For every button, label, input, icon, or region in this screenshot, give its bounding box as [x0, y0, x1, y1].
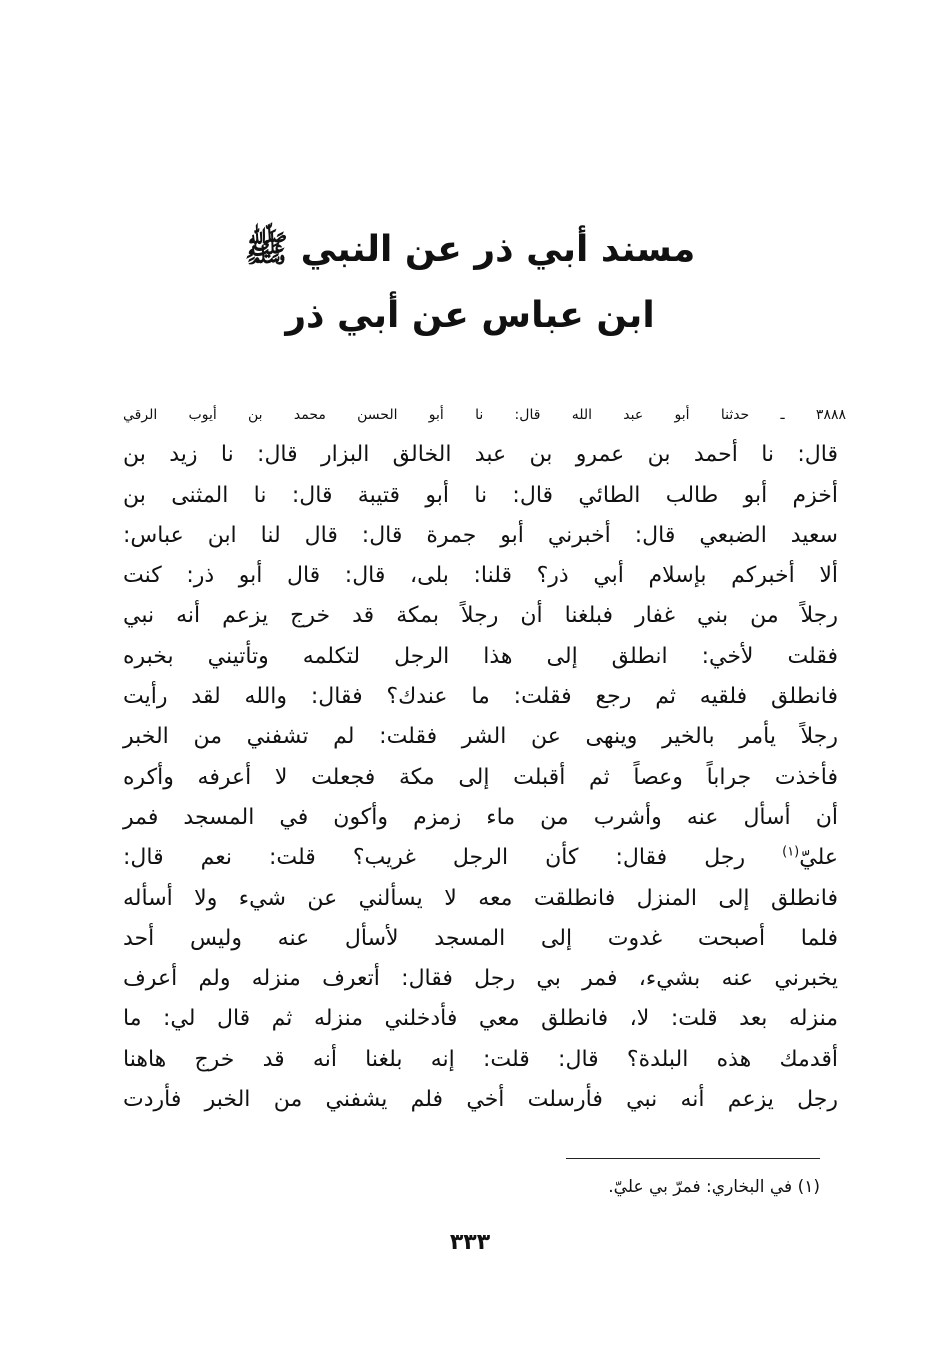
chapter-title: مسند أبي ذر عن النبي ﷺ	[244, 229, 696, 270]
text-line: منزله بعد قلت: لا، فانطلق معي فأدخلني منزله ثم قال لي: ما	[123, 1006, 838, 1032]
text-line: فلما أصبحت غدوت إلى المسجد لأسأل عنه وليس أحد	[123, 925, 838, 951]
footnote-divider	[566, 1158, 820, 1159]
text-line: فأخذت جراباً وعصاً ثم أقبلت إلى مكة فجعلت لا أعرفه وأكره	[123, 764, 838, 790]
text-line: فقلت لأخي: انطلق إلى هذا الرجل لتكلمه وتأتيني بخبره	[123, 643, 838, 669]
text-fragment: رجل فقال: كأن الرجل غريب؟ قلت: نعم قال:	[123, 845, 783, 871]
hadith-text	[123, 395, 846, 1120]
text-line: أن أسأل عنه وأشرب من ماء زمزم وأكون في المسجد فمر	[123, 804, 838, 830]
text-line: رجلاً من بني غفار فبلغنا أن رجلاً بمكة قد خرج يزعم أنه نبي	[123, 603, 838, 629]
text-line: أخزم أبو طالب الطائي قال: نا أبو قتيبة قال: نا المثنى بن	[123, 482, 838, 508]
section-title: ابن عباس عن أبي ذر	[285, 295, 655, 336]
text-fragment: عليّ	[799, 845, 838, 871]
text-line: سعيد الضبعي قال: أخبرني أبو جمرة قال: قال لنا ابن عباس:	[123, 522, 838, 548]
text-line-with-footnote	[123, 838, 838, 878]
text-line: ألا أخبركم بإسلام أبي ذر؟ قلنا: بلى، قال: قال أبو ذر: كنت	[123, 563, 838, 589]
page-number: ٣٣٣	[449, 1230, 491, 1255]
text-line: ٣٨٨٨ ـ حدثنا أبو عبد الله قال: نا أبو الحسن محمد بن أيوب الرقي	[123, 407, 846, 423]
footnote-reference[interactable]: (١)	[782, 844, 800, 860]
text-line: فانطلق فلقيه ثم رجع فقلت: ما عندك؟ فقال: والله لقد رأيت	[123, 684, 838, 710]
text-line: رجلاً يأمر بالخير وينهى عن الشر فقلت: لم تشفني من الخبر	[123, 724, 838, 750]
text-line: يخبرني عنه بشيء، فمر بي رجل فقال: أتعرف منزله ولم أعرف	[123, 966, 838, 992]
footnote: (١) في البخاري: فمرّ بي عليّ.	[608, 1177, 820, 1197]
text-line: فانطلق إلى المنزل فانطلقت معه لا يسألني عن شيء ولا أسأله	[123, 885, 838, 911]
text-line: أقدمك هذه البلدة؟ قال: قلت: إنه بلغنا أنه قد خرج هاهنا	[123, 1046, 838, 1072]
text-line: قال: نا أحمد بن عمرو بن عبد الخالق البزار قال: نا زيد بن	[123, 442, 838, 468]
text-line: رجل يزعم أنه نبي فأرسلت أخي فلم يشفني من الخبر فأردت	[123, 1087, 838, 1113]
